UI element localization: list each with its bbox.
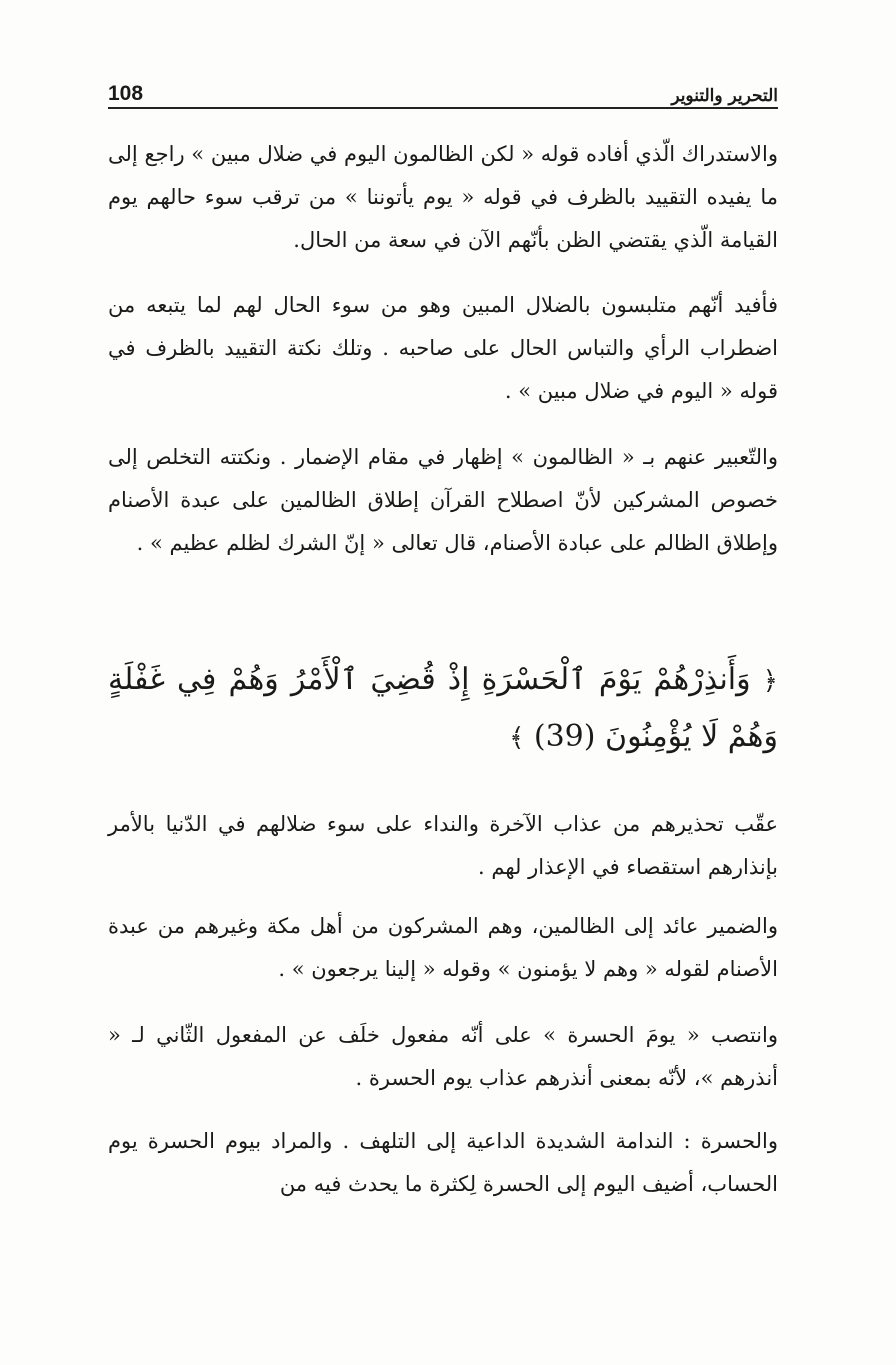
verse-open-bracket: ﴿	[762, 666, 778, 696]
paragraph-7: والحسرة : الندامة الشديدة الداعية إلى التلهف . والمراد بيوم الحسرة يوم الحساب، أضيف اليوم إلى الحسرة لِكثرة ما يحدث فيه من	[108, 1129, 778, 1196]
page-number: 108	[108, 82, 144, 105]
paragraph-2: فأفيد أنّهم متلبسون بالضلال المبين وهو من سوء الحال لهم لما يتبعه من اضطراب الرأي والتباس الحال على صاحبه . وتلك نكتة التقييد بالظرف في قوله « اليوم في ضلال مبين » .	[108, 293, 778, 403]
header-rule	[108, 107, 778, 109]
verse-number: (39)	[533, 719, 596, 754]
page-header	[108, 78, 778, 106]
paragraph-6: وانتصب « يومَ الحسرة » على أنّه مفعول خلَف عن المفعول الثّاني لـ « أنذرهم »، لأنّه بمعنى أنذرهم عذاب يوم الحسرة .	[108, 1023, 778, 1090]
verse-text: وَأَنذِرْهُمْ يَوْمَ ٱلْحَسْرَةِ إِذْ قُضِيَ ٱلْأَمْرُ وَهُمْ فِي غَفْلَةٍ وَهُمْ لَا يُؤْمِنُونَ	[108, 662, 778, 754]
verse-close-bracket: ﴾	[509, 723, 525, 753]
paragraph-1: والاستدراك الّذي أفاده قوله « لكن الظالمون اليوم في ضلال مبين » راجع إلى ما يفيده التقييد بالظرف في قوله « يوم يأتوننا » من ترقب سوء حالهم يوم القيامة الّذي يقتضي الظن بأنّهم الآن في سعة من الحال.	[108, 142, 778, 252]
paragraph-4: عقّب تحذيرهم من عذاب الآخرة والنداء على سوء ضلالهم في الدّنيا بالأمر بإنذارهم استقصاء في الإعذار لهم .	[108, 812, 778, 879]
paragraph-5: والضمير عائد إلى الظالمين، وهم المشركون من أهل مكة وغيرهم من عبدة الأصنام لقوله « وهم لا يؤمنون » وقوله « إلينا يرجعون » .	[108, 914, 778, 981]
paragraph-3: والتّعبير عنهم بـ « الظالمون » إظهار في مقام الإضمار . ونكتته التخلص إلى خصوص المشركين لأنّ اصطلاح القرآن إطلاق الظالمين على عبدة الأصنام وإطلاق الظالم على عبادة الأصنام، قال تعالى « إنّ الشرك لظلم عظيم » .	[108, 445, 778, 555]
quran-verse	[108, 652, 778, 766]
running-title: التحرير والتنوير	[671, 86, 778, 106]
